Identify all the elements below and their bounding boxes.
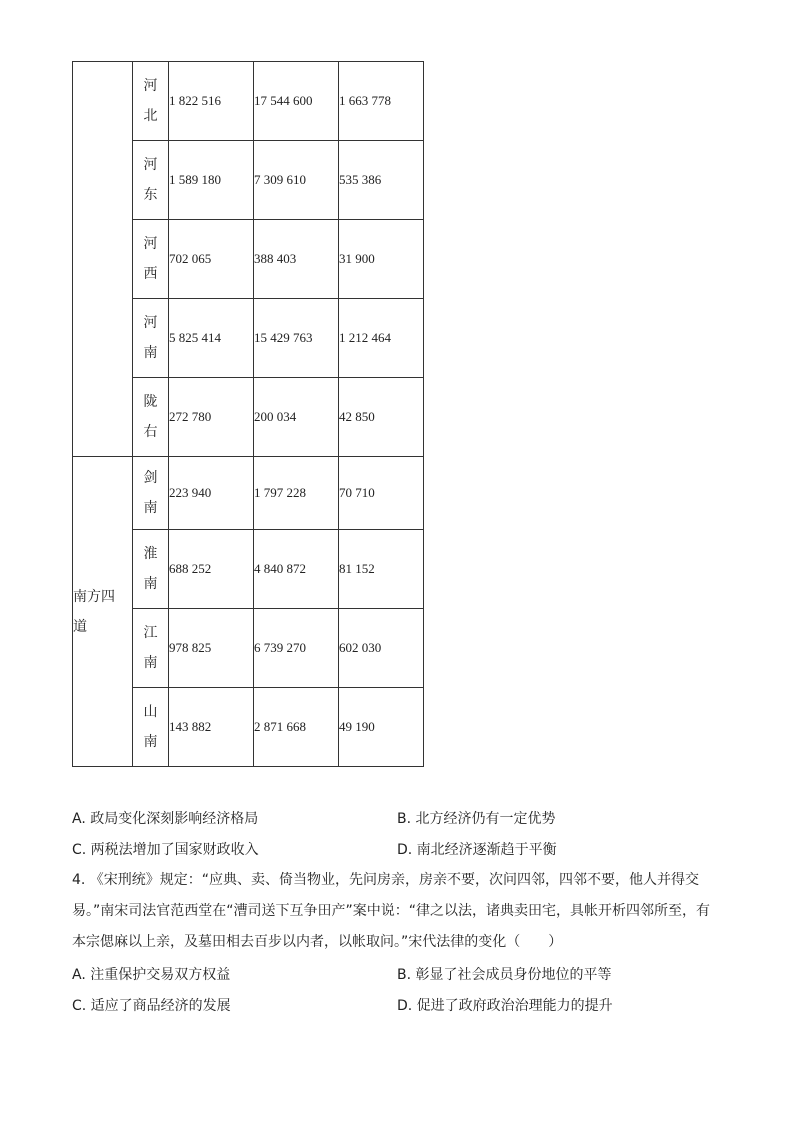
value-cell: 223 940 [169, 457, 254, 530]
q4-option-a: A. 注重保护交易双方权益 [72, 967, 231, 983]
region-label: 剑南 [143, 470, 158, 516]
value-cell: 1 797 228 [254, 457, 339, 530]
q4-option-c: C. 适应了商品经济的发展 [72, 998, 231, 1014]
group-cell-north [73, 62, 133, 457]
region-cell [133, 609, 169, 688]
value-cell: 49 190 [339, 688, 424, 767]
value-cell: 1 822 516 [169, 62, 254, 141]
value-cell: 978 825 [169, 609, 254, 688]
value-cell: 1 212 464 [339, 299, 424, 378]
value-cell: 2 871 668 [254, 688, 339, 767]
value-cell: 535 386 [339, 141, 424, 220]
q3-option-d: D. 南北经济逐渐趋于平衡 [397, 842, 557, 858]
value-cell: 388 403 [254, 220, 339, 299]
value-cell: 15 429 763 [254, 299, 339, 378]
group-cell-south [73, 457, 133, 767]
value-cell: 5 825 414 [169, 299, 254, 378]
value-cell: 17 544 600 [254, 62, 339, 141]
q4-stem: 4. 《宋刑统》规定：“应典、卖、倚当物业，先问房亲，房亲不要，次问四邻，四邻不要，他人并得交易。”南宋司法官范西堂在“漕司送下互争田产”案中说：“律之以法，诸典卖田宅，具帐开析四邻所至，有本宗偲麻以上亲，及墓田相去百步以内者，以帐取问。”宋代法律的变化（ ） [72, 872, 711, 950]
region-label: 河西 [143, 236, 158, 282]
region-cell [133, 457, 169, 530]
value-cell: 31 900 [339, 220, 424, 299]
table-row [73, 457, 424, 530]
value-cell: 702 065 [169, 220, 254, 299]
region-label: 河南 [143, 315, 158, 361]
group-label: 南方四道 [73, 588, 115, 635]
region-cell [133, 688, 169, 767]
table-row [73, 62, 424, 141]
q4-option-b: B. 彰显了社会成员身份地位的平等 [397, 967, 612, 983]
value-cell: 7 309 610 [254, 141, 339, 220]
value-cell: 81 152 [339, 530, 424, 609]
region-cell [133, 530, 169, 609]
q3-option-c: C. 两税法增加了国家财政收入 [72, 842, 259, 858]
region-cell [133, 220, 169, 299]
value-cell: 6 739 270 [254, 609, 339, 688]
q3-option-a: A. 政局变化深刻影响经济格局 [72, 811, 259, 827]
value-cell: 688 252 [169, 530, 254, 609]
region-label: 淮南 [143, 546, 158, 592]
region-cell [133, 62, 169, 141]
region-label: 陇右 [143, 394, 158, 440]
region-cell [133, 299, 169, 378]
value-cell: 602 030 [339, 609, 424, 688]
data-table [72, 61, 424, 767]
region-label: 山南 [143, 704, 158, 750]
region-label: 河东 [143, 157, 158, 203]
value-cell: 272 780 [169, 378, 254, 457]
region-cell [133, 378, 169, 457]
region-cell [133, 141, 169, 220]
value-cell: 42 850 [339, 378, 424, 457]
value-cell: 70 710 [339, 457, 424, 530]
value-cell: 4 840 872 [254, 530, 339, 609]
value-cell: 143 882 [169, 688, 254, 767]
value-cell: 1 663 778 [339, 62, 424, 141]
region-label: 江南 [143, 625, 158, 671]
q3-option-b: B. 北方经济仍有一定优势 [397, 811, 556, 827]
value-cell: 200 034 [254, 378, 339, 457]
region-label: 河北 [143, 78, 158, 124]
value-cell: 1 589 180 [169, 141, 254, 220]
q4-option-d: D. 促进了政府政治治理能力的提升 [397, 998, 613, 1014]
